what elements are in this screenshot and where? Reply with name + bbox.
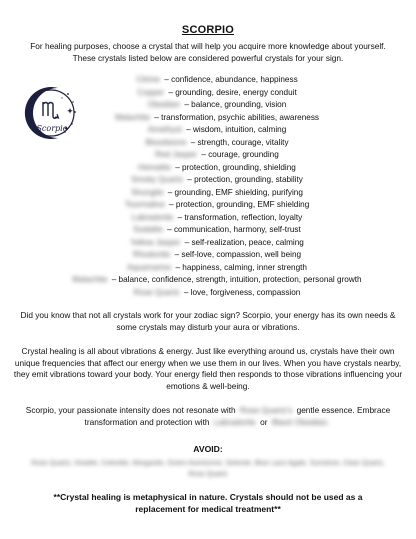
advice-blurred-crystal-1: Rose Quartz's (239, 405, 293, 415)
emblem-label: Scorpio (36, 124, 68, 133)
crystal-benefits: – transformation, reflection, loyalty (177, 212, 303, 222)
crystal-row (38, 162, 394, 175)
crystal-row (38, 224, 394, 237)
crystal-row (38, 112, 394, 125)
crystal-name-blurred: Smoky Quartz (131, 175, 183, 184)
crystal-benefits: – courage, grounding (201, 150, 279, 159)
crystal-row (38, 237, 394, 250)
crystal-benefits: – happiness, calming, inner strength (175, 262, 307, 272)
intro-paragraph: For healing purposes, choose a crystal that will help you acquire more knowledge about yourself. These crystals listed below are considered powerful crystals for your sign. (30, 41, 386, 63)
crystal-list (38, 74, 394, 299)
crystal-name-blurred: Rhodonite (132, 250, 171, 259)
crystal-name-blurred: Malachite (114, 112, 151, 122)
avoid-list-blurred: Rose Quartz, Howlite, Celestite, Morganite, Green Aventurine, Selenite, Blue Lace Agate, Sunstone, Clear Quartz, Rose Quartz (31, 460, 385, 478)
page-title: SCORPIO (181, 24, 235, 36)
advice-text-2: gentle essence. Embrace transformation and protection with (84, 405, 391, 427)
crystal-row (38, 249, 394, 262)
crystal-row (38, 174, 394, 187)
crystal-name-blurred: Sodalite (133, 225, 163, 234)
crystal-row (38, 149, 394, 162)
crystal-name-blurred: Hematite (138, 162, 171, 172)
crystal-name-blurred: Bloodstone (145, 137, 187, 147)
crystal-benefits: – communication, harmony, self-trust (167, 225, 301, 234)
crystal-benefits: – self-realization, peace, calming (184, 237, 304, 247)
crystal-benefits: – grounding, desire, energy conduit (168, 87, 297, 97)
crystal-name-blurred: Obsidian (147, 100, 181, 109)
crystal-name-blurred: Citrine (136, 75, 160, 84)
crystal-benefits: – transformation, psychic abilities, awareness (154, 112, 320, 122)
crystal-row (38, 74, 394, 87)
crystal-name-blurred: Amethyst (147, 125, 182, 134)
advice-text-1: Scorpio, your passionate intensity does not resonate with (25, 405, 236, 415)
scorpio-advice-paragraph (12, 405, 404, 428)
crystal-benefits: – self-love, compassion, well being (174, 250, 302, 259)
crystal-row (38, 137, 394, 150)
crystal-benefits: – wisdom, intuition, calming (186, 125, 287, 134)
crystal-benefits: – balance, grounding, vision (184, 100, 287, 109)
crystal-benefits: – protection, grounding, stability (187, 175, 303, 184)
crystal-name-blurred: Tourmaline (124, 200, 165, 209)
crystal-row (38, 212, 394, 225)
zodiac-question-paragraph: Did you know that not all crystals work for your zodiac sign? Scorpio, your energy has its own needs & some crystals may disturb your aura or vibrations. (20, 310, 396, 332)
crystal-name-blurred: Shungite (131, 187, 164, 197)
crystal-healing-paragraph: Crystal healing is all about vibrations & energy. Just like everything around us, crystals have their own unique frequencies that affect our energy when we use them in our lives. When you have crystals nearby, they emit vibrations toward your body. Your energy field then responds to those vibrations influencing your emotions & well-being. (13, 346, 403, 391)
crystal-benefits: – balance, confidence, strength, intuition, protection, personal growth (111, 275, 362, 284)
crystal-row (38, 274, 394, 287)
crystal-benefits: – confidence, abundance, happiness (164, 75, 298, 84)
crystal-name-blurred: Red Jasper (155, 150, 198, 159)
crystal-benefits: – grounding, EMF shielding, purifying (167, 187, 303, 197)
crystal-name-blurred: Yellow Jasper (130, 237, 181, 247)
crystal-benefits: – strength, courage, vitality (190, 137, 289, 147)
crystal-name-blurred: Aquamarine (127, 262, 172, 272)
crystal-row (38, 262, 394, 275)
advice-blurred-crystal-3: Black Obsidian. (271, 416, 330, 427)
crystal-name-blurred: Labradorite (131, 212, 174, 222)
crystal-row (38, 287, 394, 300)
advice-blurred-crystal-2: Labradorite (213, 416, 256, 427)
avoid-heading: AVOID: (193, 444, 223, 454)
advice-text-3: or (260, 416, 268, 427)
crystal-name-blurred: Copper (137, 87, 165, 97)
medical-disclaimer: **Crystal healing is metaphysical in nature. Crystals should not be used as a replacement for medical treatment** (53, 492, 363, 514)
crystal-name-blurred: Malachite (72, 275, 108, 284)
crystal-benefits: – protection, grounding, EMF shielding (169, 200, 310, 209)
crystal-row (38, 199, 394, 212)
crystal-row (38, 99, 394, 112)
crystal-row (38, 187, 394, 200)
crystal-benefits: – protection, grounding, shielding (175, 162, 296, 172)
crystal-row (38, 124, 394, 137)
crystal-name-blurred: Rose Quartz (133, 287, 180, 297)
crystal-row (38, 87, 394, 100)
crystal-benefits: – love, forgiveness, compassion (183, 287, 301, 297)
